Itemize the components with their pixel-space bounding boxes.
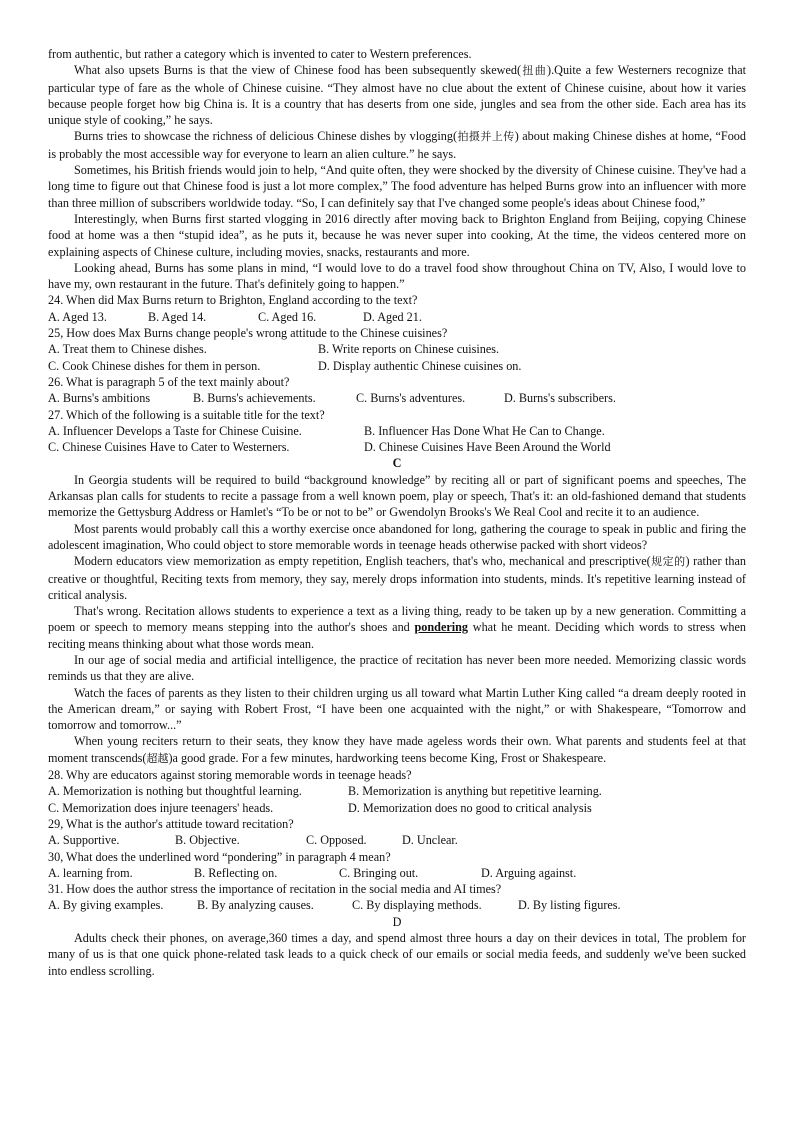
options-row: [48, 390, 746, 406]
option: C. Bringing out.: [339, 865, 419, 880]
option: D. Aged 21.: [363, 309, 422, 324]
option: A. Burns's ambitions: [48, 391, 151, 406]
exam-page: [48, 46, 746, 979]
option: A. By giving examples.: [48, 898, 164, 913]
option: C. Chinese Cuisines Have to Cater to Westerners.: [48, 440, 290, 455]
option: A. Supportive.: [48, 833, 120, 848]
option: D. Arguing against.: [481, 865, 577, 880]
question-stem: 31. How does the author stress the importance of recitation in the social media and AI times?: [48, 882, 502, 897]
paragraph: That's wrong. Recitation allows students to experience a text as a living thing, ready to be taken up by a new generation. Committing a poem or speech to memory means stepping into the author's shoes and pondering what he meant. Deciding which words to stress when reciting means thinking about what those words mean.: [48, 604, 746, 651]
option: A. Memorization is nothing but thoughtful learning.: [48, 784, 302, 799]
option: C. Memorization does injure teenagers' heads.: [48, 800, 274, 815]
paragraph: What also upsets Burns is that the view of Chinese food has been subsequently skewed(扭曲).Quite a few Westerners recognize that particular type of fare as the whole of Chinese cuisine. “They almost have no clue about the extent of Chinese cuisine, about how it varies because people forget how big China is. It is a country that has deserts from one side, jungles and sea from the other side. Each area has its unique style of cooking,” he says.: [48, 63, 747, 128]
options-row: [48, 800, 746, 816]
chinese-gloss: 规定的: [650, 555, 686, 569]
option: B. Memorization is anything but repetitive learning.: [348, 784, 602, 799]
option: B. Aged 14.: [148, 309, 207, 324]
chinese-gloss: 拍摄并上传: [457, 130, 515, 144]
paragraph: Most parents would probably call this a worthy exercise once abandoned for long, gathering the courage to speak in public and firing the adolescent imagination, Who could object to store memorable words in teenage heads otherwise packed with short videos?: [48, 521, 746, 552]
options-row: [48, 423, 746, 439]
options-row: [48, 341, 746, 357]
options-row: [48, 309, 746, 325]
option: D. Display authentic Chinese cuisines on.: [318, 358, 522, 373]
paragraph: In our age of social media and artificial intelligence, the practice of recitation has never been more needed. Memorizing classic words reminds us that they are alive.: [48, 652, 746, 684]
paragraph: from authentic, but rather a category which is invented to cater to Western preferences.: [48, 47, 472, 61]
paragraph: Sometimes, his British friends would join to help, “And quite often, they were shocked by the diversity of Chinese cuisine. They've had a long time to figure out that Chinese food is just a lot more complex,” The food adventure has helped Burns grow into an influencer with more than three million of subscribers worldwide today. “So, I can definitely say that I've changed some people's ideas about Chinese food,”: [48, 163, 746, 210]
option: C. Aged 16.: [258, 309, 317, 324]
option: A. Treat them to Chinese dishes.: [48, 342, 207, 357]
section-heading: D: [392, 914, 402, 929]
paragraph: Adults check their phones, on average,360 times a day, and spend almost three hours a day on their devices in total, The problem for many of us is that one quick phone-related task leads to a quick check of our emails or social media feeds, and suddenly we've been sucked into endless scrolling.: [48, 931, 746, 978]
option: A. Aged 13.: [48, 309, 107, 324]
option: A. learning from.: [48, 865, 133, 880]
option: A. Influencer Develops a Taste for Chinese Cuisine.: [48, 423, 302, 438]
options-row: [48, 865, 746, 881]
option: B. Objective.: [175, 833, 240, 848]
option: C. Burns's adventures.: [356, 391, 466, 406]
question-stem: 27. Which of the following is a suitable title for the text?: [48, 407, 325, 422]
underlined-word: pondering: [414, 620, 469, 635]
section-heading: C: [392, 456, 402, 471]
options-row: [48, 358, 746, 374]
option: B. Influencer Has Done What He Can to Change.: [364, 423, 605, 438]
paragraph: When young reciters return to their seats, they know they have made ageless words their own. What parents and students feel at that moment transcends(超越)a good grade. For a few minutes, hardworking teens become King, Frost or Shakespeare.: [48, 734, 746, 765]
option: D. Burns's subscribers.: [504, 391, 616, 406]
question-stem: 25, How does Max Burns change people's wrong attitude to the Chinese cuisines?: [48, 326, 448, 341]
question-stem: 26. What is paragraph 5 of the text mainly about?: [48, 374, 290, 389]
chinese-gloss: 超越: [146, 751, 169, 765]
question-stem: 24. When did Max Burns return to Brighton, England according to the text?: [48, 293, 418, 308]
paragraph: Interestingly, when Burns first started vlogging in 2016 directly after moving back to Brighton England from Beijing, copying Chinese food at home was a then “stupid idea”, as he puts it, because he was never super into cooking, At the time, the videos centered more on explaining aspects of Chinese culture, including movies, snacks, restaurants and more.: [48, 211, 746, 259]
options-row: [48, 897, 746, 913]
option: D. By listing figures.: [518, 898, 621, 913]
paragraph: In Georgia students will be required to build “background knowledge” by reciting all or part of significant poems and speeches, The Arkansas plan calls for students to recite a passage from a well known poem, play or speech, That's it: an old-fashioned demand that students memorize the Gettysburg Address or Hamlet's “To be or not to be” or Gwendolyn Brooks's We Real Cool and recite it to an audience.: [48, 472, 746, 520]
options-row: [48, 439, 746, 455]
question-stem: 30, What does the underlined word “pondering” in paragraph 4 mean?: [48, 849, 391, 864]
option: B. Burns's achievements.: [193, 391, 316, 406]
option: B. Write reports on Chinese cuisines.: [318, 342, 500, 357]
option: D. Chinese Cuisines Have Been Around the World: [364, 440, 611, 455]
paragraph: Looking ahead, Burns has some plans in mind, “I would love to do a travel food show throughout China on TV, Also, I would love to have my, own restaurant in the future. That's definitely going to happen.”: [48, 260, 746, 292]
paragraph: Watch the faces of parents as they listen to their children urging us all toward what Martin Luther King called “a dream deeply rooted in the American dream,” or saying with Robert Frost, “I have been one acquainted with the night,” or with Shakespeare, “Tomorrow and tomorrow and tomorrow...”: [48, 685, 746, 733]
paragraph: Burns tries to showcase the richness of delicious Chinese dishes by vlogging(拍摄并上传) about making Chinese dishes at home, “Food is probably the most accessible way for everyone to learn an alien culture.” he says.: [48, 129, 746, 161]
option: C. Opposed.: [306, 833, 367, 848]
options-row: [48, 783, 746, 799]
option: B. By analyzing causes.: [197, 898, 314, 913]
question-stem: 29, What is the author's attitude toward recitation?: [48, 816, 294, 831]
paragraph: Modern educators view memorization as empty repetition, English teachers, that's who, mechanical and prescriptive(规定的) rather than creative or thoughtful, Reciting texts from memory, they say, merely drops information into students, minds. It's repetitive learning instead of critical analysis.: [48, 554, 746, 602]
options-row: [48, 832, 746, 848]
option: D. Unclear.: [402, 833, 458, 848]
option: B. Reflecting on.: [194, 865, 278, 880]
chinese-gloss: 扭曲: [521, 64, 548, 78]
option: C. Cook Chinese dishes for them in person.: [48, 358, 261, 373]
question-stem: 28. Why are educators against storing memorable words in teenage heads?: [48, 768, 412, 783]
option: C. By displaying methods.: [352, 898, 482, 913]
option: D. Memorization does no good to critical analysis: [348, 800, 592, 815]
